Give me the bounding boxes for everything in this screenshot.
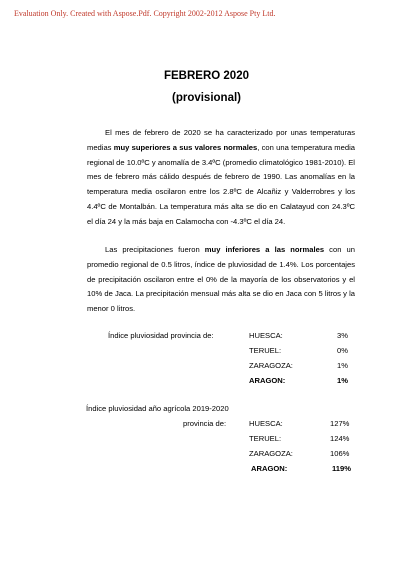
table2-name-zaragoza: ZARAGOZA: <box>249 449 293 458</box>
table2-value-aragon: 119% <box>332 464 352 473</box>
precipitation-highlight: muy inferiores a las normales <box>204 245 325 254</box>
table1-value-aragon: 1% <box>337 376 348 385</box>
table2-value-huesca: 127% <box>330 419 350 428</box>
table1-name-zaragoza: ZARAGOZA: <box>249 361 293 370</box>
table2-label-province: provincia de: <box>183 419 227 428</box>
table1-value-huesca: 3% <box>337 331 348 340</box>
temperature-intro: El mes de febrero de 2020 se ha caracterizado por unas temperaturas medias <box>87 128 355 152</box>
page-subtitle: (provisional) <box>171 92 241 104</box>
table1-name-teruel: TERUEL: <box>249 346 282 355</box>
precipitation-paragraph <box>87 243 355 317</box>
precipitation-intro: Las precipitaciones fueron <box>105 245 205 254</box>
table2-name-teruel: TERUEL: <box>249 434 282 443</box>
table1-value-teruel: 0% <box>337 346 348 355</box>
precipitation-body: con un promedio regional de 0.5 litros, índice de pluviosidad de 1.4%. Los porcentajes de precipitación oscilaron entre el 0% de la mayoría de los observatorios y el 10% de Jaca. La precipitación mensual más alta se dio en Jaca con 5 litros y la menor 0 litros. <box>87 245 355 314</box>
table1-label: Índice pluviosidad provincia de: <box>108 331 214 340</box>
temperature-highlight: muy superiores a sus valores normales <box>113 142 258 152</box>
temperature-body: , con una temperatura media regional de 10.0ºC y anomalía de 3.4ºC (promedio climatológico 1981-2010). El mes de febrero más cálido después de febrero de 1990. Las anomalías en la temperatura media oscilaron entre los 2.8ºC de Alcañiz y Valderrobres y los 4.4ºC de Montalbán. La temperatura más alta se dio en Calatayud con 24.3ºC el día 24 y la más baja en Calamocha con -4.3ºC el día 24. <box>87 142 355 226</box>
table1-value-zaragoza: 1% <box>337 361 348 370</box>
table2-name-aragon: ARAGON: <box>251 464 288 473</box>
temperature-paragraph <box>87 126 355 230</box>
table1-name-aragon: ARAGON: <box>249 376 286 385</box>
table2-value-teruel: 124% <box>330 434 350 443</box>
table1-name-huesca: HUESCA: <box>249 331 283 340</box>
table2-name-huesca: HUESCA: <box>249 419 283 428</box>
watermark: Evaluation Only. Created with Aspose.Pdf. Copyright 2002-2012 Aspose Pty Ltd. <box>14 9 276 18</box>
table2-label: Índice pluviosidad año agrícola 2019-2020 <box>86 404 229 413</box>
page-title: FEBRERO 2020 <box>163 70 249 82</box>
table2-value-zaragoza: 106% <box>330 449 350 458</box>
